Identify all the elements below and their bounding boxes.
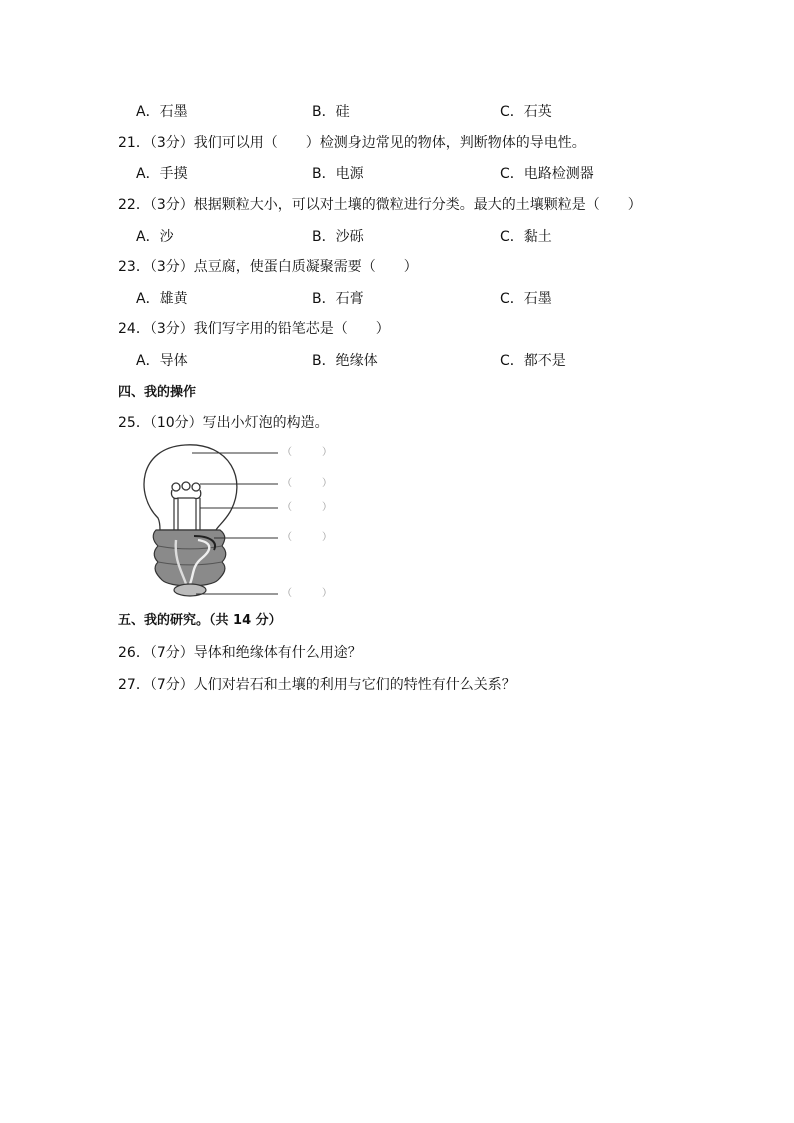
q22-option-c: C．黏土 [500, 229, 552, 245]
q23-option-a: A．雄黄 [136, 291, 188, 307]
q22-question: 22．（3分）根据颗粒大小，可以对土壤的微粒进行分类。最大的土壤颗粒是（ ） [118, 197, 642, 213]
q21-question: 21．（3分）我们可以用（ ）检测身边常见的物体，判断物体的导电性。 [118, 135, 586, 151]
section-5-title: 五、我的研究。（共 14 分） [118, 613, 282, 628]
q21-option-c: C．电路检测器 [500, 166, 594, 182]
q20-option-c: C．石英 [500, 104, 552, 120]
q20-option-a: A．石墨 [136, 104, 188, 120]
section-4-title: 四、我的操作 [118, 385, 197, 400]
blank-screw-base[interactable]: （ ） [282, 532, 332, 543]
q24-question: 24．（3分）我们写字用的铅笔芯是（ ） [118, 321, 390, 337]
q20-option-b: B．硅 [312, 104, 350, 120]
q22-option-a: A．沙 [136, 229, 174, 245]
light-bulb-diagram [130, 440, 370, 610]
q23-question: 23．（3分）点豆腐，使蛋白质凝聚需要（ ） [118, 259, 418, 275]
q23-option-b: B．石膏 [312, 291, 364, 307]
q21-option-a: A．手摸 [136, 166, 188, 182]
q24-option-c: C．都不是 [500, 353, 566, 369]
glass-bulb [144, 445, 237, 530]
q22-option-b: B．沙砾 [312, 229, 364, 245]
q27-question: 27．（7分）人们对岩石和土壤的利用与它们的特性有什么关系？ [118, 677, 516, 693]
q24-option-a: A．导体 [136, 353, 188, 369]
q21-option-b: B．电源 [312, 166, 364, 182]
blank-contact[interactable]: （ ） [282, 588, 332, 599]
blank-glass-bulb[interactable]: （ ） [282, 447, 332, 458]
q24-option-b: B．绝缘体 [312, 353, 378, 369]
blank-filament[interactable]: （ ） [282, 478, 332, 489]
light-bulb-figure [130, 440, 370, 610]
q23-option-c: C．石墨 [500, 291, 552, 307]
blank-wire[interactable]: （ ） [282, 502, 332, 513]
filament [171, 482, 200, 499]
q25-question: 25．（10分）写出小灯泡的构造。 [118, 415, 329, 431]
q26-question: 26．（7分）导体和绝缘体有什么用途？ [118, 645, 362, 661]
